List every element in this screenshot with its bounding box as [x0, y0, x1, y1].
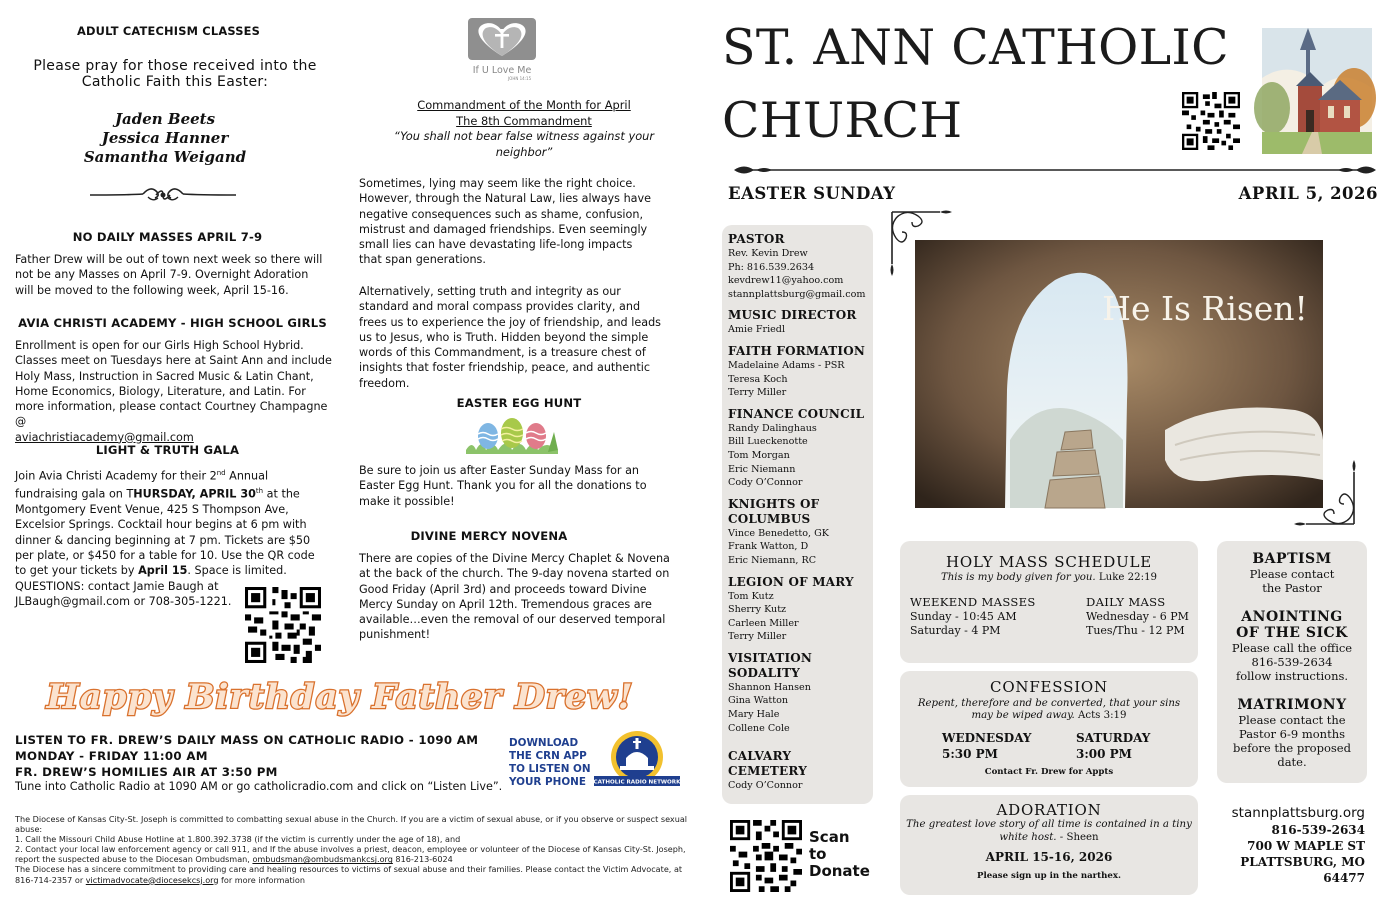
staff-name: Cody O’Connor: [728, 780, 803, 792]
gala-text-part: Join Avia Christi Academy for their 2: [15, 469, 217, 483]
staff-name: Cody O’Connor: [728, 477, 803, 489]
abuse-item1: 1. Call the Missouri Child Abuse Hotline at 1.800.392.3738 (if the victim is currently under the age of 18), and: [15, 834, 461, 845]
catechism-text: Please pray for those received into the Catholic Faith this Easter:: [33, 58, 317, 90]
masthead-divider-icon: [730, 160, 1380, 180]
staff-name: Eric Niemann, RC: [728, 554, 817, 566]
gala-sup: th: [255, 487, 264, 496]
commandment-line2: The 8th Commandment: [456, 113, 592, 128]
adoration-date: APRIL 15-16, 2026: [985, 850, 1113, 864]
hero-text: He Is Risen!: [1102, 289, 1308, 328]
radio-line3: FR. DREW’S HOMILIES AIR AT 3:50 PM: [15, 765, 278, 779]
staff-name: Sherry Kutz: [728, 604, 787, 616]
confession-quote-ref: Acts 3:19: [1078, 710, 1127, 721]
staff-email: kevdrew11@yahoo.com: [728, 275, 844, 287]
catholic-radio-network-logo-icon: [592, 730, 682, 788]
name-item: Samantha Weigand: [83, 148, 247, 166]
name-item: Jessica Hanner: [101, 129, 229, 147]
commandment-p2: Alternatively, setting truth and integrity as our standard and moral compass provides clarity, and frees us to experience the joy of friendship, and leads us to Jesus, who is Truth. Hidden beyond the simple words of this Commandment, is a treasure chest of insights that foster friendship, peace, and authentic freedom.: [359, 285, 661, 390]
no-mass-title: NO DAILY MASSES APRIL 7-9: [72, 230, 263, 244]
abuse-intro: The Diocese of Kansas City-St. Joseph is committed to combatting sexual abuse in the Church. If you are a victim of sexual abuse, or if you observe or suspect sexual abuse:: [15, 814, 688, 835]
victim-advocate-email-link[interactable]: victimadvocate@diocesekcsj.org: [85, 874, 219, 885]
contact-street: 700 W MAPLE ST: [1247, 839, 1365, 853]
mass-time: Saturday - 4 PM: [910, 624, 1001, 637]
staff-title: CALVARY CEMETERY: [728, 749, 807, 779]
abuse-item2: [15, 844, 689, 864]
staff-title: LEGION OF MARY: [728, 574, 854, 589]
mass-schedule-box: [900, 541, 1198, 663]
commandment-quote: “You shall not bear false witness against your neighbor”: [393, 129, 655, 159]
logo-text: If U Love Me: [472, 65, 532, 76]
crn-app-line: TO LISTEN ON: [509, 763, 591, 775]
mass-time: Wednesday - 6 PM: [1086, 609, 1189, 623]
gala-questions: QUESTIONS: contact Jamie Baugh at: [15, 579, 219, 593]
catechism-names: [15, 110, 315, 167]
confession-quote-text: Repent, therefore and be converted, that your sins may be wiped away.: [917, 698, 1181, 721]
mass-quote-text: This is my body given for you.: [940, 572, 1096, 583]
name-item: Jaden Beets: [114, 110, 216, 128]
staff-title: MUSIC DIRECTOR: [728, 308, 857, 323]
avia-email-link[interactable]: aviachristiacademy@gmail.com: [15, 430, 194, 444]
staff-name: Mary Hale: [728, 709, 780, 721]
staff-name: Carleen Miller: [728, 617, 799, 629]
donate-line: Scan: [809, 828, 850, 846]
confession-day: WEDNESDAY: [942, 731, 1032, 745]
staff-panel: [722, 225, 873, 804]
crn-logo-label: CATHOLIC RADIO NETWORK: [593, 779, 681, 786]
logo-ref: JOHN 14:15: [508, 76, 532, 81]
daily-title: DAILY MASS: [1086, 595, 1166, 609]
abuse-item3: [15, 864, 689, 884]
mercy-title: DIVINE MERCY NOVENA: [410, 529, 568, 543]
adoration-box: [900, 795, 1198, 895]
if-u-love-me-logo: [466, 16, 538, 81]
radio-line4: Tune into Catholic Radio at 1090 AM or go catholicradio.com and click on “Listen Live”.: [15, 780, 503, 793]
abuse-text: 816-213-6024: [392, 854, 453, 865]
ornament-divider-icon: [88, 184, 238, 206]
crn-app-line: THE CRN APP: [509, 750, 587, 762]
crn-app-line: YOUR PHONE: [509, 776, 586, 788]
adoration-title: ADORATION: [996, 801, 1102, 819]
egg-hunt-text: Be sure to join us after Easter Sunday Mass for an Easter Egg Hunt. Thank you for all the donations to make it possible!: [359, 464, 647, 508]
radio-line2: MONDAY - FRIDAY 11:00 AM: [15, 749, 208, 763]
baptism-title: BAPTISM: [1252, 551, 1332, 567]
anointing-title: ANOINTING OF THE SICK: [1236, 609, 1348, 641]
no-mass-text: Father Drew will be out of town next week so there will not be any Masses on April 7-9. Overnight Adoration will be moved to the following week, April 15-16.: [15, 253, 323, 297]
staff-name: Madelaine Adams - PSR: [728, 359, 845, 371]
donate-line: Donate: [809, 862, 870, 880]
staff-name: Collene Cole: [728, 722, 790, 734]
gala-text-part: Annual fundraising gala on T: [15, 469, 269, 501]
gala-date: HURSDAY, APRIL 30: [133, 487, 256, 501]
sacraments-panel: [1217, 541, 1367, 783]
staff-name: Tom Morgan: [728, 449, 790, 461]
ombudsman-email-link[interactable]: ombudsman@ombudsmankcsj.org: [252, 854, 393, 865]
mass-title: HOLY MASS SCHEDULE: [945, 553, 1153, 571]
he-is-risen-image: [915, 240, 1323, 508]
staff-title: PASTOR: [728, 232, 785, 246]
weekend-title: WEEKEND MASSES: [910, 595, 1036, 609]
church-name: [722, 19, 1229, 149]
confession-quote: [900, 698, 1198, 722]
anointing-text: Please call the office: [1231, 641, 1353, 655]
crn-app-line: DOWNLOAD: [509, 737, 579, 749]
donate-qr-code-icon[interactable]: [730, 820, 802, 892]
mass-quote: [900, 572, 1198, 583]
gala-qr-code-icon[interactable]: [245, 587, 321, 663]
header-qr-code-icon[interactable]: [1182, 92, 1240, 150]
mass-time: Sunday - 10:45 AM: [910, 609, 1017, 623]
radio-block: [15, 732, 478, 780]
contact-block: [1200, 804, 1365, 886]
staff-name: Gina Watton: [728, 695, 789, 707]
gala-contact: JLBaugh@gmail.com or 708-305-1221.: [15, 594, 232, 608]
matrimony-text: Please contact the Pastor 6-9 months before the proposed date.: [1233, 713, 1351, 769]
staff-name: Shannon Hansen: [728, 681, 811, 693]
staff-name: Terry Miller: [728, 631, 787, 643]
easter-eggs-icon: [464, 414, 560, 454]
staff-email: stannplattsburg@gmail.com: [728, 288, 866, 300]
bulletin-date: APRIL 5, 2026: [1238, 184, 1378, 203]
church-name-line1: ST. ANN CATHOLIC: [722, 19, 1229, 76]
birthday-banner: [46, 670, 634, 728]
staff-name: Terry Miller: [728, 387, 787, 399]
commandment-line1: Commandment of the Month for April: [417, 98, 631, 112]
donate-line: to: [809, 845, 827, 863]
adoration-quote: [900, 818, 1198, 844]
confession-day: SATURDAY: [1076, 731, 1151, 745]
confession-wednesday: [942, 730, 1032, 762]
avia-title: AVIA CHRISTI ACADEMY - HIGH SCHOOL GIRLS: [18, 316, 327, 330]
anointing-phone: 816-539-2634: [1251, 655, 1333, 669]
gala-text-part: . Space is limited.: [187, 564, 287, 578]
confession-time: 5:30 PM: [942, 747, 998, 761]
birthday-text: Happy Birthday Father Drew!: [46, 677, 634, 717]
church-name-line2: CHURCH: [722, 92, 963, 149]
weekend-masses: [910, 595, 1036, 639]
abuse-text: 2. Contact your local law enforcement agency or call 911, and If the abuse involves a priest, deacon, employee or volunteer of the Diocese of Kansas City-St. Joseph, report the suspected abuse to the Diocesan Ombudsman,: [15, 844, 686, 865]
egg-hunt-title: EASTER EGG HUNT: [456, 396, 582, 410]
website-link[interactable]: stannplattsburg.org: [1231, 805, 1365, 821]
contact-phone: 816-539-2634: [1271, 823, 1365, 837]
adoration-note: Please sign up in the narthex.: [977, 871, 1121, 881]
avia-text: [15, 338, 335, 445]
abuse-notice: [15, 814, 689, 885]
abuse-text: for more information: [218, 874, 306, 885]
avia-body: Enrollment is open for our Girls High School Hybrid. Classes meet on Tuesdays here at Saint Ann and include Holy Mass, Instruction in Sacred Music & Latin Chant, Home Economics, Biology, Literature, and Latin. For more information, please contact Courtney Champagne @: [15, 339, 332, 429]
baptism-text: Please contact the Pastor: [1249, 567, 1335, 595]
confession-time: 3:00 PM: [1076, 747, 1132, 761]
staff-phone: Ph: 816.539.2634: [728, 261, 815, 273]
staff-name: Eric Niemann: [728, 463, 796, 475]
staff-name: Vince Benedetto, GK: [728, 527, 829, 539]
commandment-p1: Sometimes, lying may seem like the right choice. However, through the Natural Law, lies always have negative consequences such as shame, confusion, mistrust and damaged friendships. Even seemingly small lies can have devastating life-long impacts that span generations.: [359, 177, 652, 267]
staff-name: Teresa Koch: [728, 373, 788, 385]
adoration-quote-ref: - Sheen: [1059, 832, 1099, 843]
confession-box: [900, 671, 1198, 787]
catechism-title: ADULT CATECHISM CLASSES: [77, 24, 261, 38]
staff-title: VISITATION SODALITY: [728, 650, 813, 680]
confession-saturday: [1076, 730, 1150, 762]
adoration-quote-text: The greatest love story of all time is contained in a tiny white host.: [906, 819, 1192, 843]
easter-sunday-label: EASTER SUNDAY: [728, 184, 896, 203]
staff-title: FINANCE COUNCIL: [728, 406, 865, 421]
confession-title: CONFESSION: [990, 678, 1108, 696]
crn-app-text[interactable]: [509, 737, 591, 789]
confession-note: Contact Fr. Drew for Appts: [984, 767, 1114, 777]
mass-time: Tues/Thu - 12 PM: [1086, 624, 1185, 637]
staff-name: Tom Kutz: [728, 590, 774, 602]
mercy-text: There are copies of the Divine Mercy Chaplet & Novena at the back of the church. The 9-day novena started on Good Friday (April 3rd) and proceeds toward Divine Mercy Sunday on April 12th. Tremendous graces are available…even the removal of our deserved temporal punishment!: [359, 552, 670, 642]
staff-title: FAITH FORMATION: [728, 343, 866, 358]
abuse-text: The Diocese has a sincere commitment to providing care and healing resources to victims of sexual abuse and their families. Please contact the Victim Advocate, at 816-714-2357 or: [15, 864, 683, 885]
gala-sup: nd: [216, 469, 226, 477]
contact-city: PLATTSBURG, MO: [1240, 855, 1365, 869]
daily-masses: [1086, 595, 1189, 639]
staff-name: Rev. Kevin Drew: [728, 248, 808, 259]
staff-name: Randy Dalinghaus: [728, 422, 817, 434]
church-painting-icon: [1262, 28, 1372, 154]
scan-to-donate[interactable]: [809, 829, 870, 880]
staff-name: Amie Friedl: [728, 324, 786, 336]
staff-name: Bill Lueckenotte: [728, 436, 808, 448]
gala-title: LIGHT & TRUTH GALA: [95, 443, 240, 457]
anointing-instructions: follow instructions.: [1235, 669, 1349, 683]
staff-name: Frank Watton, D: [728, 541, 809, 553]
heart-cross-icon: [466, 16, 538, 62]
empty-tomb-icon: [915, 240, 1323, 508]
matrimony-title: MATRIMONY: [1237, 697, 1347, 713]
staff-title: KNIGHTS OF COLUMBUS: [728, 496, 820, 526]
commandment-heading: [349, 98, 699, 160]
gala-deadline: April 15: [138, 564, 188, 578]
radio-line1: LISTEN TO FR. DREW’S DAILY MASS ON CATHOLIC RADIO - 1090 AM: [15, 733, 479, 747]
gala-text-part: at the Montgomery Event Venue, 425 S Thompson Ave, Excelsior Springs. Cocktail hour begins at 6 pm with dinner & dancing beginning at 7 pm. Tickets are $50 per plate, or $450 for a table for 10. Use the QR code to get your tickets by: [15, 487, 315, 578]
contact-zip: 64477: [1323, 871, 1365, 885]
mass-quote-ref: Luke 22:19: [1098, 572, 1158, 583]
